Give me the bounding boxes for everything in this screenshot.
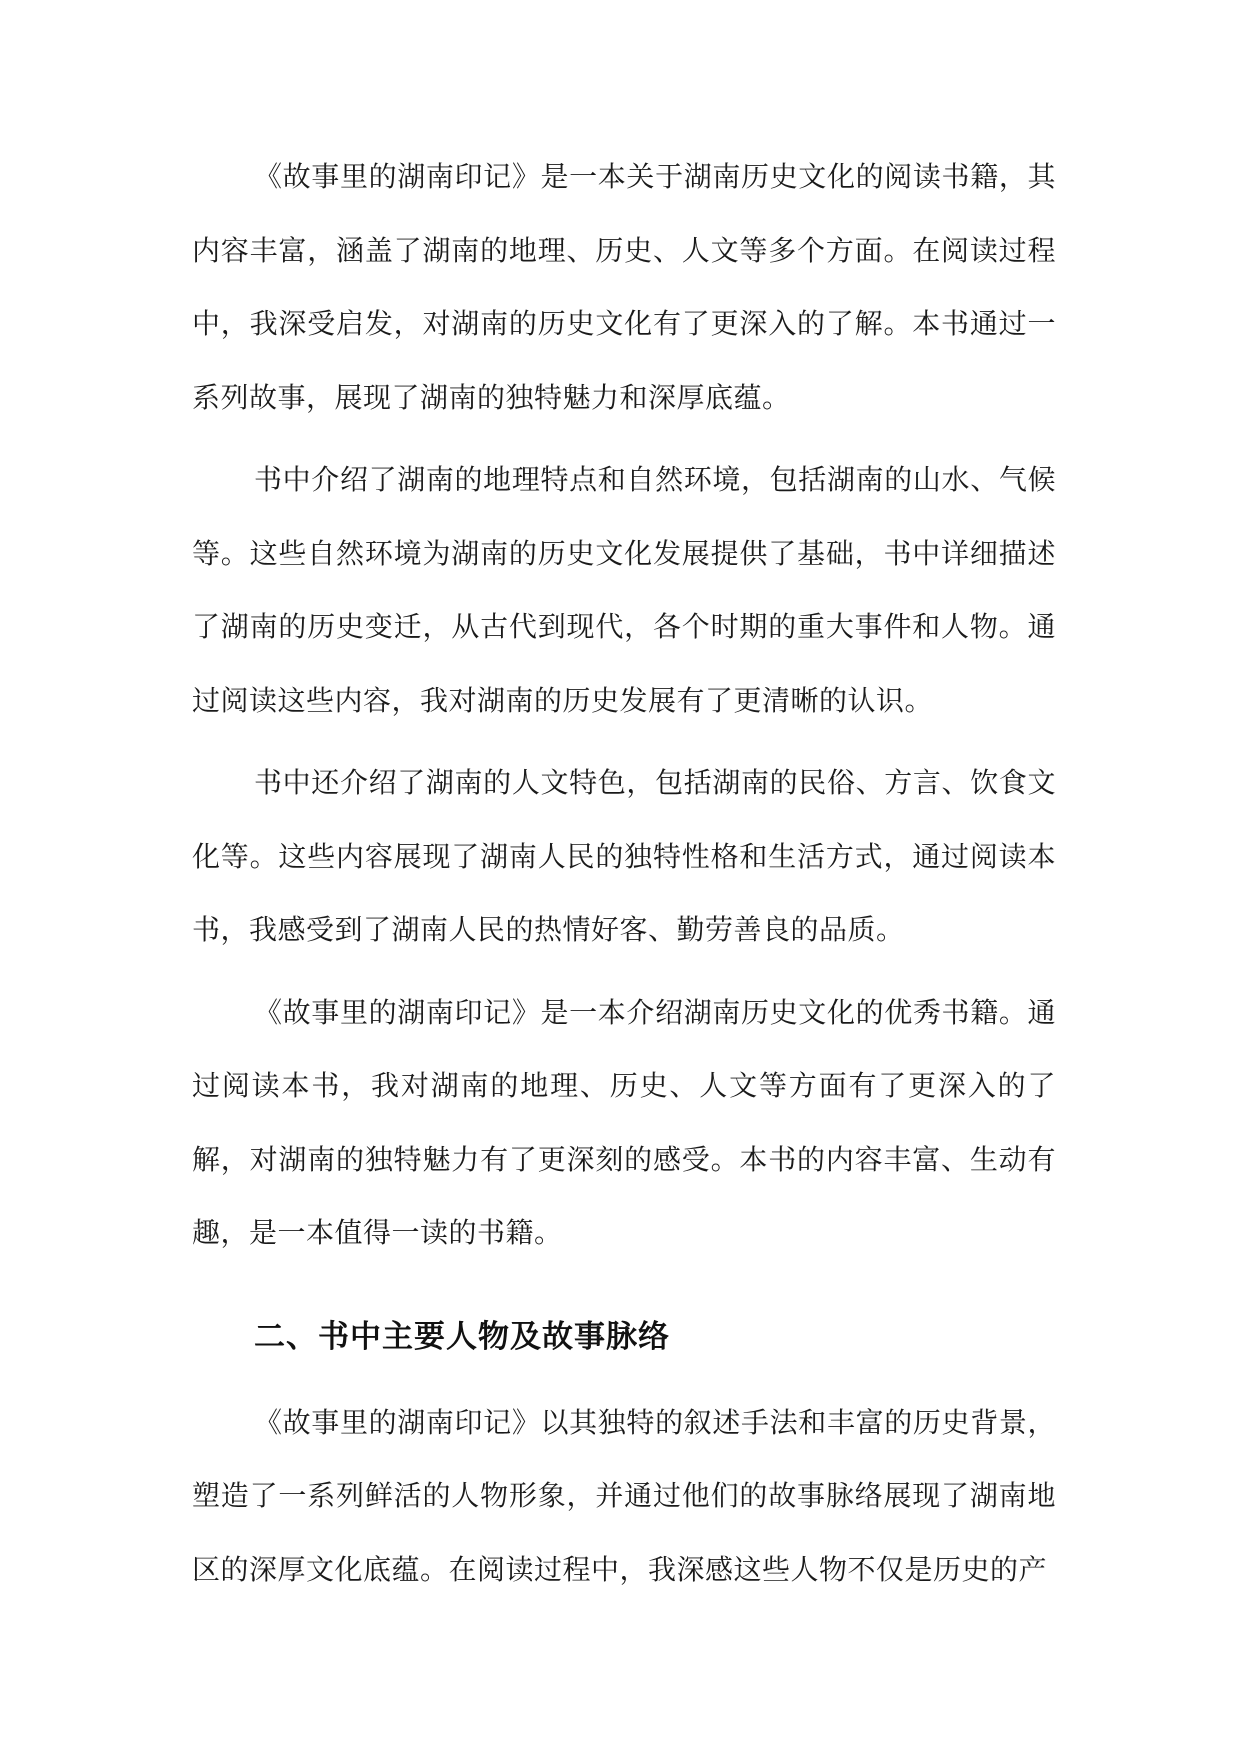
paragraph-characters-intro: 《故事里的湖南印记》以其独特的叙述手法和丰富的历史背景，塑造了一系列鲜活的人物形象，并通过他们的故事脉络展现了湖南地区的深厚文化底蕴。在阅读过程中，我深感这些人物不仅是历史的产 [192, 1405, 1056, 1586]
paragraph-culture: 书中还介绍了湖南的人文特色，包括湖南的民俗、方言、饮食文化等。这些内容展现了湖南人民的独特性格和生活方式，通过阅读本书，我感受到了湖南人民的热情好客、勤劳善良的品质。 [192, 766, 1056, 946]
paragraph-summary: 《故事里的湖南印记》是一本介绍湖南历史文化的优秀书籍。通过阅读本书，我对湖南的地理、历史、人文等方面有了更深入的了解，对湖南的独特魅力有了更深刻的感受。本书的内容丰富、生动有趣，是一本值得一读的书籍。 [192, 995, 1056, 1249]
paragraph-book-intro: 《故事里的湖南印记》是一本关于湖南历史文化的阅读书籍，其内容丰富，涵盖了湖南的地理、历史、人文等多个方面。在阅读过程中，我深受启发，对湖南的历史文化有了更深入的了解。本书通过一系列故事，展现了湖南的独特魅力和深厚底蕴。 [192, 160, 1056, 414]
paragraph-geography-history: 书中介绍了湖南的地理特点和自然环境，包括湖南的山水、气候等。这些自然环境为湖南的历史文化发展提供了基础，书中详细描述了湖南的历史变迁，从古代到现代，各个时期的重大事件和人物。通过阅读这些内容，我对湖南的历史发展有了更清晰的认识。 [192, 463, 1056, 717]
section-heading: 二、书中主要人物及故事脉络 [254, 1318, 670, 1355]
document-body [192, 140, 1056, 1615]
